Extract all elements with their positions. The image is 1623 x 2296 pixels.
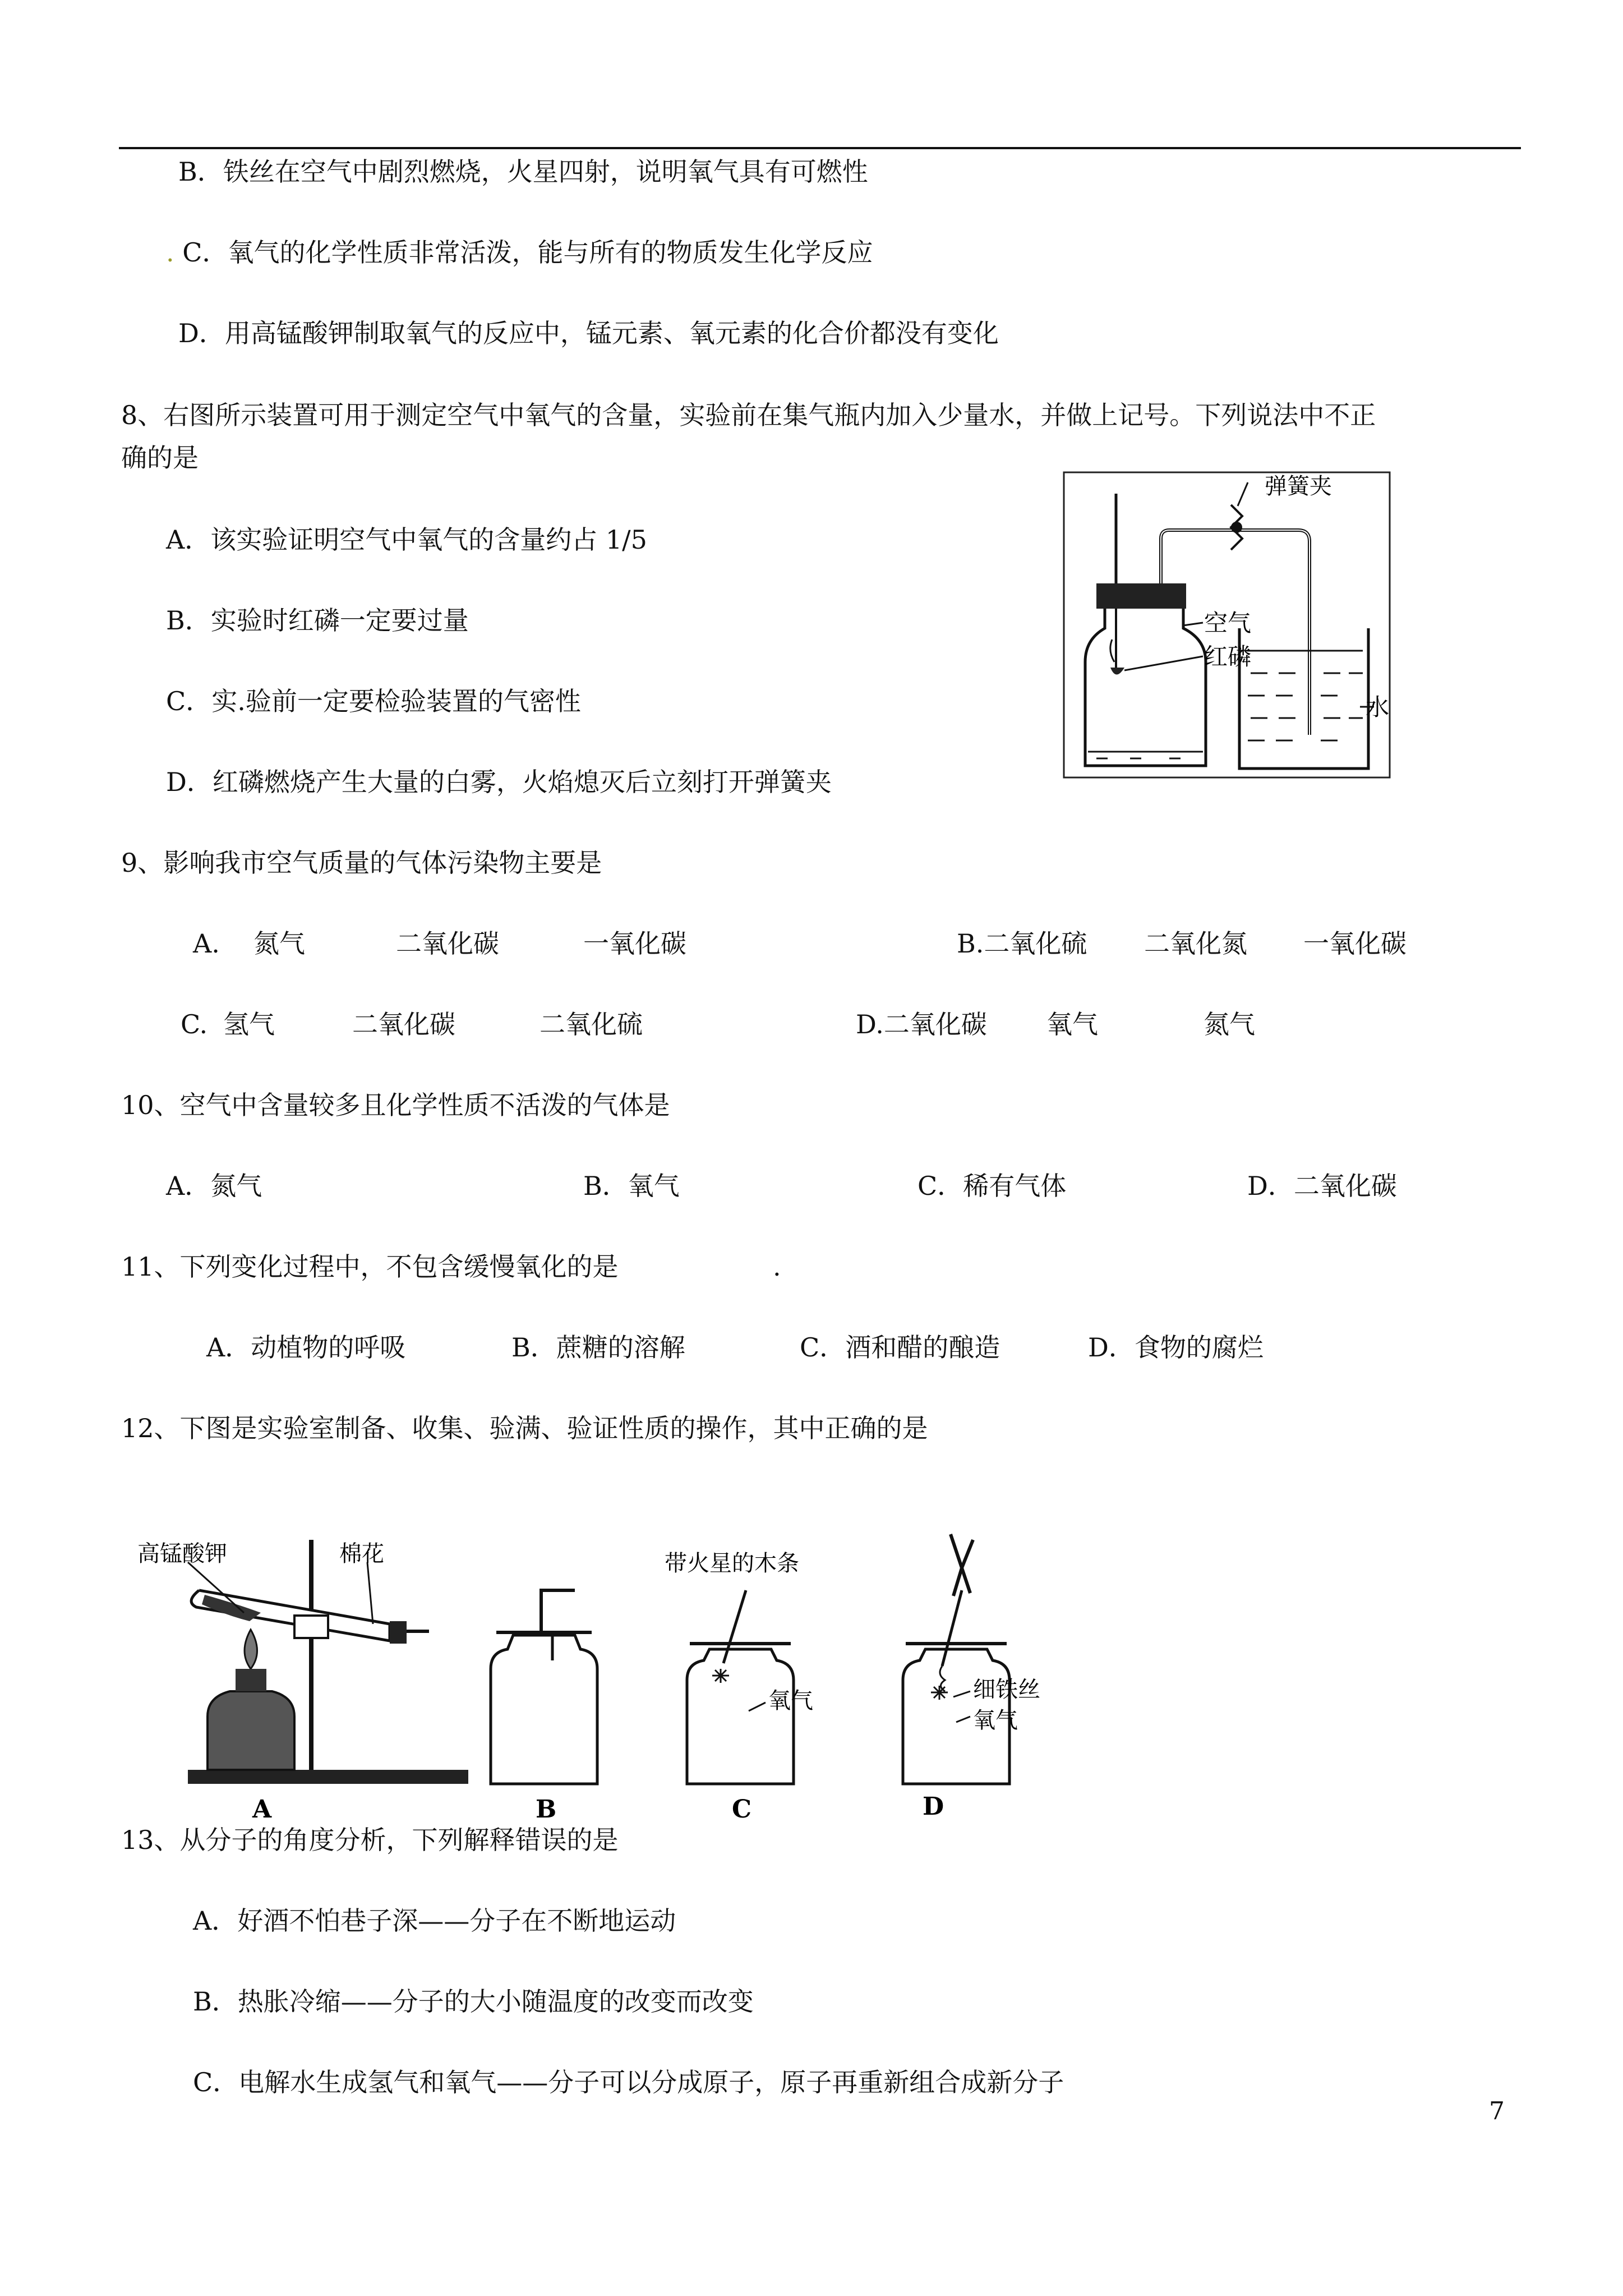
q9-option-c-1: 氢气 [223,1009,275,1039]
label-red-phosphorus: 红磷 [1204,643,1252,670]
flame [245,1630,257,1669]
q10-option-d: D．二氧化碳 [1247,1171,1397,1201]
q9-option-a-2: 二氧化碳 [396,928,499,959]
q10-option-b: B．氧气 [583,1171,680,1201]
q9-option-b-3: 一氧化碳 [1303,928,1407,959]
label-water: 水 [1366,693,1390,721]
q9-option-c-2: 二氧化碳 [352,1009,455,1039]
q11-option-c: C．酒和醋的酿造 [800,1332,1000,1363]
q12-stem: 12、下图是实验室制备、收集、验满、验证性质的操作，其中正确的是 [121,1413,928,1443]
q13-stem: 13、从分子的角度分析，下列解释错误的是 [121,1825,619,1855]
stray-dot: . [166,237,174,268]
q10-option-c: C．稀有气体 [917,1171,1067,1201]
oxygen-content-apparatus-figure [1063,471,1391,779]
q9-option-a-1: 氮气 [253,928,305,959]
label-iron-wire: 细铁丝 [973,1677,1040,1703]
q9-option-d-3: 氮气 [1204,1009,1255,1039]
stopper [1096,583,1186,609]
q10-option-a: A．氮气 [166,1171,262,1201]
rubber-stopper [390,1621,407,1644]
oxygen-experiment-figure [126,1529,1096,1820]
label-c: C [732,1795,752,1820]
q9-option-c-letter: C. [181,1009,208,1039]
header-rule [119,147,1521,149]
clamp [294,1616,328,1638]
q13-option-a: A．好酒不怕巷子深——分子在不断地运动 [193,1906,676,1936]
q8-option-b: B．实验时红磷一定要过量 [166,605,469,636]
q9-option-a-letter: A. [193,928,220,959]
q8-stem-line1: 8、右图所示装置可用于测定空气中氧气的含量，实验前在集气瓶内加入少量水，并做上记号。下列说法中不正 [121,400,1376,430]
label-cotton: 棉花 [339,1541,384,1567]
label-a: A [252,1795,272,1820]
q9-option-d-1: D.二氧化碳 [856,1009,987,1039]
label-b: B [536,1795,557,1820]
setup-c [665,1550,813,1820]
q9-option-c-3: 二氧化硫 [540,1009,643,1039]
setup-a [137,1540,468,1820]
setup-d [903,1534,1040,1820]
q8-option-c: C．实.验前一定要检验装置的气密性 [166,686,581,716]
gas-bottle [1085,609,1206,766]
q9-option-b-2: 二氧化氮 [1144,928,1247,959]
label-d: D [923,1792,944,1820]
delivery-tube [541,1590,575,1632]
q8-option-d: D．红磷燃烧产生大量的白雾，火焰熄灭后立刻打开弹簧夹 [166,767,832,797]
crucible-tongs [951,1534,973,1596]
q7-option-c [166,236,873,269]
combustion-spoon [1110,668,1124,675]
q9-option-a-3: 一氧化碳 [583,928,686,959]
test-tube [191,1590,390,1641]
q7-option-c-text: C．氧气的化学性质非常活泼，能与所有的物质发生化学反应 [174,237,873,268]
label-oxygen-c: 氧气 [768,1688,813,1714]
beaker [1239,628,1368,769]
q8-stem-line2: 确的是 [121,443,199,473]
setup-b [491,1590,597,1820]
q8-option-a: A．该实验证明空气中氧气的含量约占 1/5 [166,524,647,555]
q10-stem: 10、空气中含量较多且化学性质不活泼的气体是 [121,1090,670,1120]
q11-option-b: B．蔗糖的溶解 [511,1332,685,1363]
label-spring-clip: 弹簧夹 [1265,473,1332,499]
q7-option-d: D．用高锰酸钾制取氧气的反应中，锰元素、氧元素的化合价都没有变化 [178,318,999,348]
collection-bottle [491,1635,597,1784]
q11-option-d: D．食物的腐烂 [1088,1332,1264,1363]
q11-stem: 11、下列变化过程中，不包含缓慢氧化的是 [121,1251,619,1282]
q13-option-c: C．电解水生成氢气和氧气——分子可以分成原子，原子再重新组合成新分子 [193,2067,1064,2097]
q9-stem: 9、影响我市空气质量的气体污染物主要是 [121,848,602,878]
q7-option-b: B．铁丝在空气中剧烈燃烧，火星四射，说明氧气具有可燃性 [178,157,868,187]
label-glowing-splint: 带火星的木条 [665,1550,799,1576]
page-number: 7 [1489,2097,1505,2125]
alcohol-lamp [208,1691,294,1770]
gas-jar-c [687,1649,794,1784]
label-kmno4: 高锰酸钾 [137,1541,227,1567]
label-air: 空气 [1204,609,1252,637]
q11-stray-dot: . [773,1251,781,1282]
q11-option-a: A．动植物的呼吸 [206,1332,406,1363]
q9-option-d-2: 氧气 [1046,1009,1098,1039]
q9-option-b-1: B.二氧化硫 [957,928,1087,959]
q13-option-b: B．热胀冷缩——分子的大小随温度的改变而改变 [193,1986,754,2017]
label-oxygen-d: 氧气 [973,1708,1018,1733]
